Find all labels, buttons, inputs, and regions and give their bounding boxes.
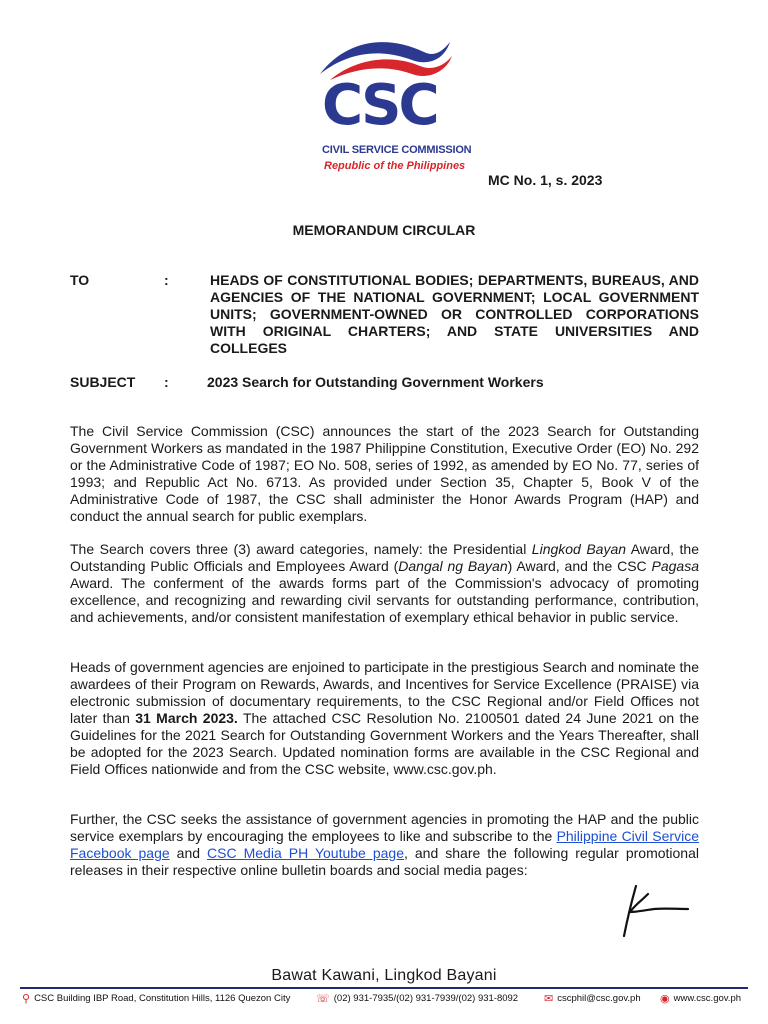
page-title: MEMORANDUM CIRCULAR (292, 222, 476, 238)
paragraph-4 (70, 811, 699, 879)
p2-text-b: Award, the Outstanding Public Officials and Employees Award ( (70, 541, 699, 574)
globe-icon: ◉ (660, 993, 670, 1005)
p4-text-b: , and share the following regular promotional releases in their respective online bulletin boards and social media pages: (70, 845, 699, 878)
to-recipients: HEADS OF CONSTITUTIONAL BODIES; DEPARTMENTS, BUREAUS, AND AGENCIES OF THE NATIONAL GOVERNMENT; LOCAL GOVERNMENT UNITS; GOVERNMENT-OWNED OR CONTROLLED CORPORATIONS WITH ORIGINAL CHARTERS; AND STATE UNIVERSITIES AND COLLEGES (210, 272, 699, 356)
youtube-page-link[interactable]: CSC Media PH Youtube page (207, 845, 404, 861)
csc-logo (316, 30, 472, 172)
address-text: CSC Building IBP Road, Constitution Hills, 1126 Quezon City (34, 993, 291, 1004)
location-pin-icon: ⚲ (22, 993, 31, 1005)
subject-colon: : (164, 374, 169, 390)
logo-commission-name: CIVIL SERVICE COMMISSION (322, 144, 472, 156)
footer-divider (20, 987, 748, 989)
footer-address (22, 992, 290, 1005)
p3-text-a: Heads of government agencies are enjoined to participate in the prestigious Search and nominate the awardees of their Program on Rewards, Awards, and Incentives for Service Excellence (PRAISE) via electronic submission of documentary requirements, to the CSC Regional and/or Field Offices not later than (70, 659, 699, 726)
phone-text: (02) 931-7935/(02) 931-7939/(02) 931-8092 (333, 993, 519, 1004)
paragraph-1: The Civil Service Commission (CSC) announces the start of the 2023 Search for Outstanding Government Workers as mandated in the 1987 Philippine Constitution, Executive Order (EO) No. 292 or the Administrative Code of 1987; EO No. 508, series of 1992, as amended by EO No. 77, series of 1993; and Republic Act No. 6713. As provided under Section 35, Chapter 5, Book V of the Administrative Code of 1987, the CSC shall administer the Honor Awards Program (HAP) and conduct the annual search for public exemplars. (70, 423, 699, 524)
email-text[interactable]: cscphil@csc.gov.ph (557, 993, 641, 1004)
p3-deadline: 31 March 2023. (135, 710, 238, 726)
p4-and: and (169, 845, 208, 861)
facebook-page-link[interactable]: Philippine Civil Service Facebook page (70, 828, 699, 861)
p4-text-a: Further, the CSC seeks the assistance of government agencies in promoting the HAP and the public service exemplars by encouraging the employees to like and subscribe to the (70, 811, 699, 844)
p2-text-d: Award. The conferment of the awards forms part of the Commission's advocacy of promoting excellence, and recognizing and rewarding civil servants for outstanding performance, contribution, and achievements, and/or consistent manifestation of exemplary ethical behavior in public service. (70, 575, 699, 625)
p2-pagasa: Pagasa (651, 558, 699, 574)
subject-text: 2023 Search for Outstanding Government Workers (207, 374, 544, 390)
email-icon: ✉ (544, 993, 554, 1005)
footer-website[interactable] (660, 992, 741, 1005)
phone-icon: ☏ (316, 993, 330, 1005)
p2-text-c: ) Award, and the CSC (507, 558, 652, 574)
to-colon: : (164, 272, 169, 288)
footer-email[interactable] (544, 992, 641, 1005)
to-label: TO (70, 272, 90, 288)
footer-phone (316, 992, 518, 1005)
mc-number: MC No. 1, s. 2023 (488, 172, 603, 188)
footer-motto: Bawat Kawani, Lingkod Bayani (271, 967, 497, 984)
logo-acronym: CSC (322, 73, 437, 138)
p2-text-a: The Search covers three (3) award categories, namely: the Presidential (70, 541, 532, 557)
p3-text-b: The attached CSC Resolution No. 2100501 dated 24 June 2021 on the Guidelines for the 2021 Search for Outstanding Government Workers and the Years Thereafter, shall be adopted for the 2023 Search. Updated nomination forms are available in the CSC Regional and Field Offices nationwide and from the CSC website, www.csc.gov.ph. (70, 710, 700, 777)
signature (618, 882, 690, 940)
website-text[interactable]: www.csc.gov.ph (673, 993, 742, 1004)
p2-dangal-ng-bayan: Dangal ng Bayan (398, 558, 508, 574)
p2-lingkod-bayan: Lingkod Bayan (531, 541, 627, 557)
logo-republic: Republic of the Philippines (324, 160, 466, 172)
paragraph-3 (70, 659, 699, 778)
subject-label: SUBJECT (70, 374, 136, 390)
paragraph-2 (70, 541, 699, 626)
